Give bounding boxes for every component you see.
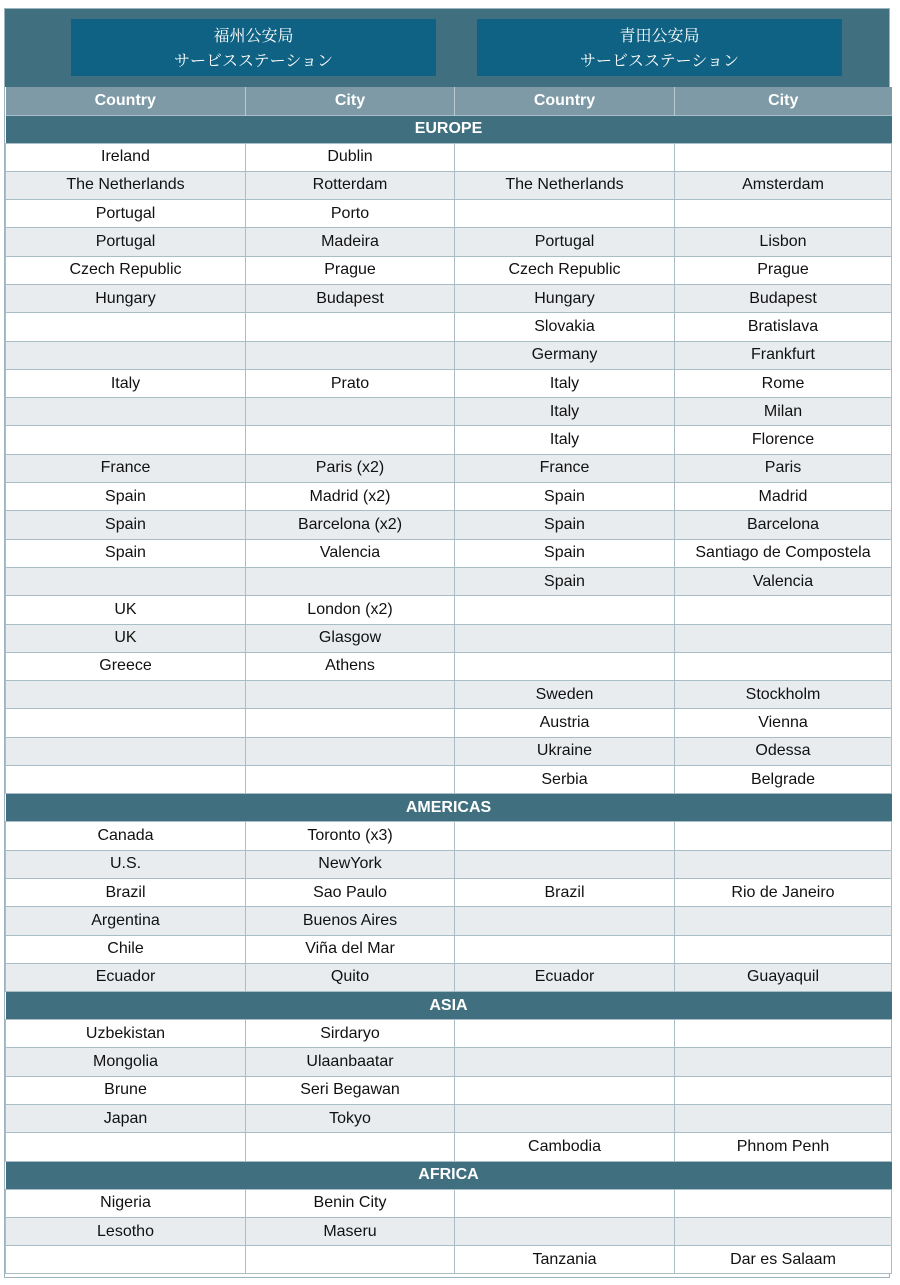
cell-country-right: Czech Republic — [455, 256, 675, 284]
cell-country-right — [455, 143, 675, 171]
cell-city-right: Barcelona — [675, 511, 892, 539]
column-header-country-left: Country — [6, 87, 246, 115]
region-header-row — [6, 992, 892, 1020]
cell-country-left: Argentina — [6, 907, 246, 935]
cell-country-left: U.S. — [6, 850, 246, 878]
cell-city-left: London (x2) — [246, 596, 455, 624]
table-row — [6, 1189, 892, 1217]
cell-city-right — [675, 822, 892, 850]
cell-city-right — [675, 935, 892, 963]
cell-city-right: Odessa — [675, 737, 892, 765]
cell-country-right: Germany — [455, 341, 675, 369]
cell-city-right: Rio de Janeiro — [675, 878, 892, 906]
cell-country-left — [6, 766, 246, 794]
cell-country-left: UK — [6, 596, 246, 624]
column-header-row — [6, 87, 892, 115]
cell-country-left — [6, 567, 246, 595]
cell-city-right — [675, 1105, 892, 1133]
fuzhou-station-label — [71, 19, 436, 76]
table-row — [6, 596, 892, 624]
cell-country-right: Italy — [455, 426, 675, 454]
cell-country-right — [455, 907, 675, 935]
cell-country-right: France — [455, 454, 675, 482]
table-body — [6, 115, 892, 1274]
table-row — [6, 681, 892, 709]
cell-country-right — [455, 1048, 675, 1076]
cell-country-left: Uzbekistan — [6, 1020, 246, 1048]
cell-country-left: Greece — [6, 652, 246, 680]
cell-city-right: Madrid — [675, 483, 892, 511]
table-row — [6, 171, 892, 199]
cell-city-right: Belgrade — [675, 766, 892, 794]
table-row — [6, 652, 892, 680]
cell-country-right: Italy — [455, 369, 675, 397]
region-header-row — [6, 115, 892, 143]
cell-city-left: Maseru — [246, 1217, 455, 1245]
cell-city-right — [675, 596, 892, 624]
cell-country-left: Spain — [6, 511, 246, 539]
table-row — [6, 907, 892, 935]
cell-city-left — [246, 567, 455, 595]
cell-country-left: Ireland — [6, 143, 246, 171]
cell-city-left: Paris (x2) — [246, 454, 455, 482]
cell-country-right: Ukraine — [455, 737, 675, 765]
cell-city-right: Lisbon — [675, 228, 892, 256]
cell-country-right — [455, 850, 675, 878]
cell-city-right: Stockholm — [675, 681, 892, 709]
cell-country-right — [455, 1217, 675, 1245]
cell-country-right — [455, 822, 675, 850]
cell-country-right: Spain — [455, 483, 675, 511]
cell-country-right: Serbia — [455, 766, 675, 794]
cell-country-left: Portugal — [6, 228, 246, 256]
stations-header — [5, 9, 889, 87]
cell-city-right — [675, 624, 892, 652]
table-row — [6, 822, 892, 850]
cell-country-left — [6, 681, 246, 709]
cell-city-left — [246, 1246, 455, 1274]
cell-country-right: Sweden — [455, 681, 675, 709]
cell-city-left: Dublin — [246, 143, 455, 171]
cell-country-right: Italy — [455, 398, 675, 426]
cell-country-left: Japan — [6, 1105, 246, 1133]
table-row — [6, 398, 892, 426]
cell-city-left: Valencia — [246, 539, 455, 567]
cell-city-right — [675, 652, 892, 680]
table-row — [6, 200, 892, 228]
cell-country-left — [6, 426, 246, 454]
cell-city-left: Athens — [246, 652, 455, 680]
cell-city-left: Prague — [246, 256, 455, 284]
cell-city-right: Bratislava — [675, 313, 892, 341]
table-row — [6, 878, 892, 906]
cell-country-left: The Netherlands — [6, 171, 246, 199]
cell-country-left: Portugal — [6, 200, 246, 228]
cell-city-left: Seri Begawan — [246, 1076, 455, 1104]
cell-country-left — [6, 341, 246, 369]
cell-city-right — [675, 200, 892, 228]
region-header: ASIA — [6, 992, 892, 1020]
table-row — [6, 284, 892, 312]
cell-city-right — [675, 1189, 892, 1217]
cell-city-right: Amsterdam — [675, 171, 892, 199]
cell-country-right — [455, 1105, 675, 1133]
cell-city-right — [675, 850, 892, 878]
cell-city-left: Budapest — [246, 284, 455, 312]
cell-city-left: Madrid (x2) — [246, 483, 455, 511]
cell-city-right — [675, 1217, 892, 1245]
cell-city-left: Buenos Aires — [246, 907, 455, 935]
cell-country-right: Tanzania — [455, 1246, 675, 1274]
cell-country-right: Slovakia — [455, 313, 675, 341]
cell-country-right — [455, 624, 675, 652]
cell-country-left — [6, 398, 246, 426]
cell-country-left: Brazil — [6, 878, 246, 906]
cell-city-left: NewYork — [246, 850, 455, 878]
cell-city-left: Quito — [246, 963, 455, 991]
cell-city-right: Valencia — [675, 567, 892, 595]
table-row — [6, 935, 892, 963]
table-row — [6, 1105, 892, 1133]
cell-city-left: Rotterdam — [246, 171, 455, 199]
cell-city-right: Paris — [675, 454, 892, 482]
cell-city-left: Viña del Mar — [246, 935, 455, 963]
cell-country-right: The Netherlands — [455, 171, 675, 199]
cell-city-left: Sirdaryo — [246, 1020, 455, 1048]
cell-country-left — [6, 1246, 246, 1274]
cell-city-right — [675, 1020, 892, 1048]
qingtian-station-line2: サービスステーション — [579, 51, 740, 70]
cell-city-left — [246, 1133, 455, 1161]
cell-city-left: Ulaanbaatar — [246, 1048, 455, 1076]
table-row — [6, 511, 892, 539]
table-row — [6, 850, 892, 878]
cell-city-left — [246, 681, 455, 709]
table-row — [6, 567, 892, 595]
cell-city-right: Guayaquil — [675, 963, 892, 991]
table-row — [6, 1133, 892, 1161]
cell-city-left — [246, 313, 455, 341]
table-row — [6, 1246, 892, 1274]
cell-city-left: Prato — [246, 369, 455, 397]
table-row — [6, 341, 892, 369]
cell-country-right — [455, 596, 675, 624]
cell-country-right — [455, 1076, 675, 1104]
cell-country-left: Hungary — [6, 284, 246, 312]
cell-country-left — [6, 313, 246, 341]
region-header: AFRICA — [6, 1161, 892, 1189]
cell-city-left — [246, 737, 455, 765]
cell-country-left: Nigeria — [6, 1189, 246, 1217]
cell-country-left: Ecuador — [6, 963, 246, 991]
cell-city-right — [675, 1048, 892, 1076]
cell-country-left: Chile — [6, 935, 246, 963]
cell-country-right — [455, 1189, 675, 1217]
cell-country-right: Spain — [455, 567, 675, 595]
cell-city-right — [675, 907, 892, 935]
cell-city-left — [246, 341, 455, 369]
table-row — [6, 426, 892, 454]
cell-city-right: Milan — [675, 398, 892, 426]
cell-city-right: Santiago de Compostela — [675, 539, 892, 567]
cell-country-right — [455, 200, 675, 228]
cell-country-right: Ecuador — [455, 963, 675, 991]
cell-city-right — [675, 1076, 892, 1104]
cell-country-left: Italy — [6, 369, 246, 397]
cell-country-left — [6, 709, 246, 737]
cell-city-right: Prague — [675, 256, 892, 284]
region-header: AMERICAS — [6, 794, 892, 822]
table-row — [6, 963, 892, 991]
qingtian-station-label — [477, 19, 842, 76]
cell-country-right: Brazil — [455, 878, 675, 906]
fuzhou-station-line2: サービスステーション — [173, 51, 334, 70]
cell-city-right: Dar es Salaam — [675, 1246, 892, 1274]
cell-city-right: Phnom Penh — [675, 1133, 892, 1161]
cell-city-right — [675, 143, 892, 171]
cell-country-right: Spain — [455, 511, 675, 539]
cell-country-left: Brune — [6, 1076, 246, 1104]
table-row — [6, 737, 892, 765]
cell-city-right: Vienna — [675, 709, 892, 737]
table-row — [6, 766, 892, 794]
cell-country-left: Canada — [6, 822, 246, 850]
cell-city-left: Benin City — [246, 1189, 455, 1217]
cell-city-right: Rome — [675, 369, 892, 397]
cell-country-right — [455, 1020, 675, 1048]
cell-country-right: Austria — [455, 709, 675, 737]
cell-city-left: Toronto (x3) — [246, 822, 455, 850]
region-header-row — [6, 1161, 892, 1189]
cell-country-right — [455, 652, 675, 680]
table-row — [6, 143, 892, 171]
stations-table — [5, 87, 892, 1274]
table-row — [6, 1048, 892, 1076]
cell-country-left — [6, 737, 246, 765]
region-header: EUROPE — [6, 115, 892, 143]
table-row — [6, 313, 892, 341]
cell-city-left — [246, 398, 455, 426]
table-row — [6, 483, 892, 511]
region-header-row — [6, 794, 892, 822]
column-header-city-left: City — [246, 87, 455, 115]
table-row — [6, 256, 892, 284]
table-row — [6, 1217, 892, 1245]
cell-country-right — [455, 935, 675, 963]
cell-city-right: Frankfurt — [675, 341, 892, 369]
cell-city-left: Barcelona (x2) — [246, 511, 455, 539]
qingtian-station-line1: 青田公安局 — [619, 26, 700, 45]
cell-country-left: Mongolia — [6, 1048, 246, 1076]
cell-country-left: UK — [6, 624, 246, 652]
table-row — [6, 709, 892, 737]
table-row — [6, 454, 892, 482]
table-row — [6, 1020, 892, 1048]
cell-city-left: Glasgow — [246, 624, 455, 652]
cell-city-left — [246, 766, 455, 794]
cell-country-left — [6, 1133, 246, 1161]
cell-city-left — [246, 426, 455, 454]
column-header-city-right: City — [675, 87, 892, 115]
cell-country-left: Spain — [6, 483, 246, 511]
table-row — [6, 624, 892, 652]
cell-country-left: Lesotho — [6, 1217, 246, 1245]
cell-city-right: Florence — [675, 426, 892, 454]
fuzhou-station-line1: 福州公安局 — [213, 26, 294, 45]
cell-country-left: Czech Republic — [6, 256, 246, 284]
column-header-country-right: Country — [455, 87, 675, 115]
cell-country-right: Hungary — [455, 284, 675, 312]
cell-city-left — [246, 709, 455, 737]
table-row — [6, 1076, 892, 1104]
table-row — [6, 539, 892, 567]
table-row — [6, 369, 892, 397]
cell-city-right: Budapest — [675, 284, 892, 312]
cell-country-left: France — [6, 454, 246, 482]
cell-country-right: Portugal — [455, 228, 675, 256]
cell-country-left: Spain — [6, 539, 246, 567]
cell-city-left: Sao Paulo — [246, 878, 455, 906]
cell-city-left: Madeira — [246, 228, 455, 256]
cell-country-right: Spain — [455, 539, 675, 567]
station-table-frame — [4, 8, 890, 1278]
cell-city-left: Tokyo — [246, 1105, 455, 1133]
cell-city-left: Porto — [246, 200, 455, 228]
table-row — [6, 228, 892, 256]
cell-country-right: Cambodia — [455, 1133, 675, 1161]
